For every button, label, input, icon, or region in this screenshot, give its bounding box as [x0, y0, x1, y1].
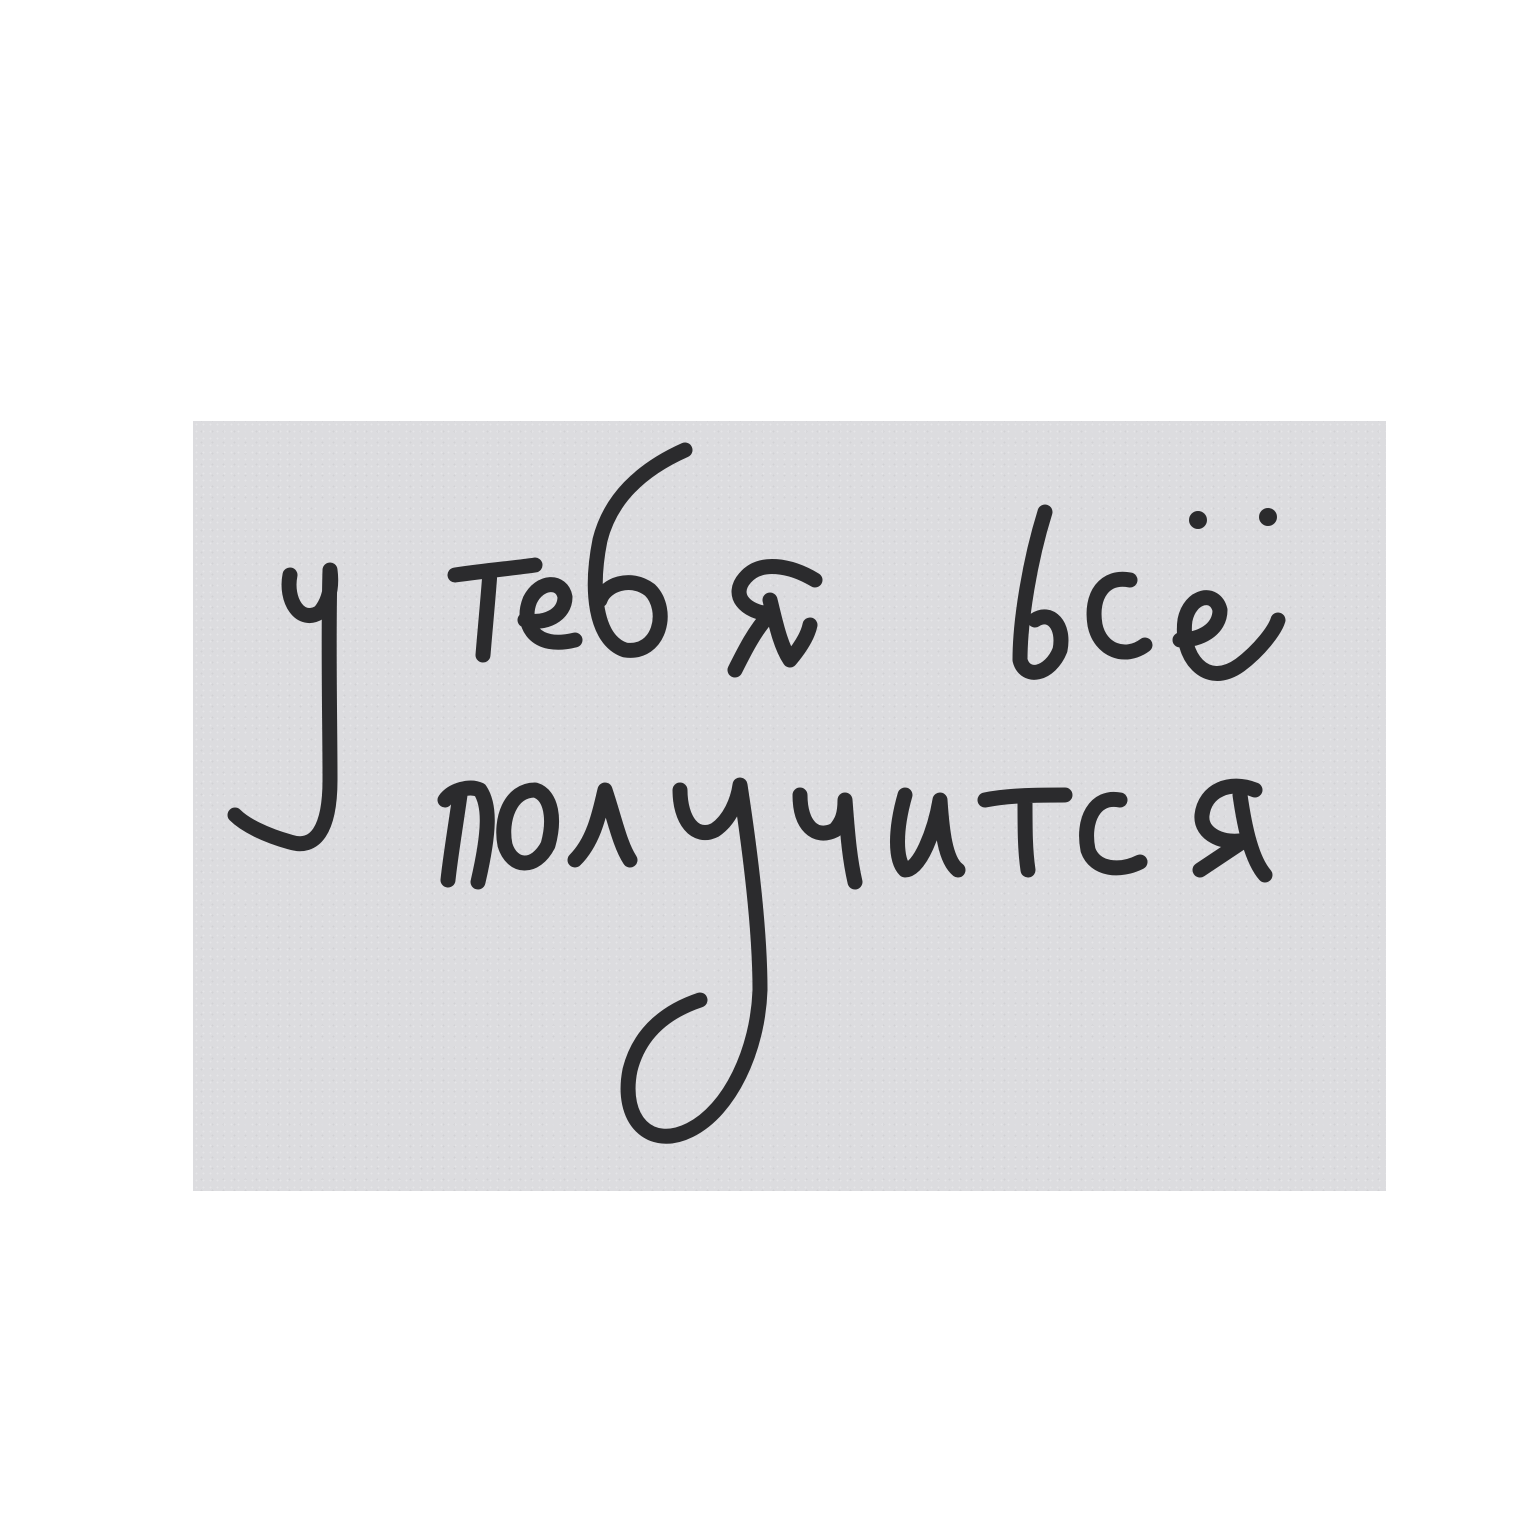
handwritten-dot [1189, 511, 1207, 529]
handwritten-letter [985, 795, 1065, 870]
handwritten-letter [445, 788, 487, 882]
handwritten-letter [898, 795, 959, 870]
handwritten-letter [235, 570, 331, 844]
handwritten-letter [800, 795, 855, 882]
handwritten-letter [1200, 786, 1265, 875]
handwritten-letter [735, 566, 815, 670]
handwritten-line-2 [445, 785, 1265, 1136]
handwritten-letter [628, 785, 760, 1136]
handwritten-letter [575, 790, 630, 860]
handwritten-dot [1259, 508, 1277, 526]
handwritten-letter [595, 450, 685, 650]
handwritten-letter [504, 790, 552, 863]
handwritten-letter [1020, 512, 1061, 672]
handwritten-line-1 [235, 450, 1278, 844]
handwritten-letter [1087, 799, 1140, 868]
handwritten-letter [525, 585, 575, 643]
handwritten-letter [1094, 579, 1145, 652]
handwritten-letter [1180, 598, 1278, 674]
